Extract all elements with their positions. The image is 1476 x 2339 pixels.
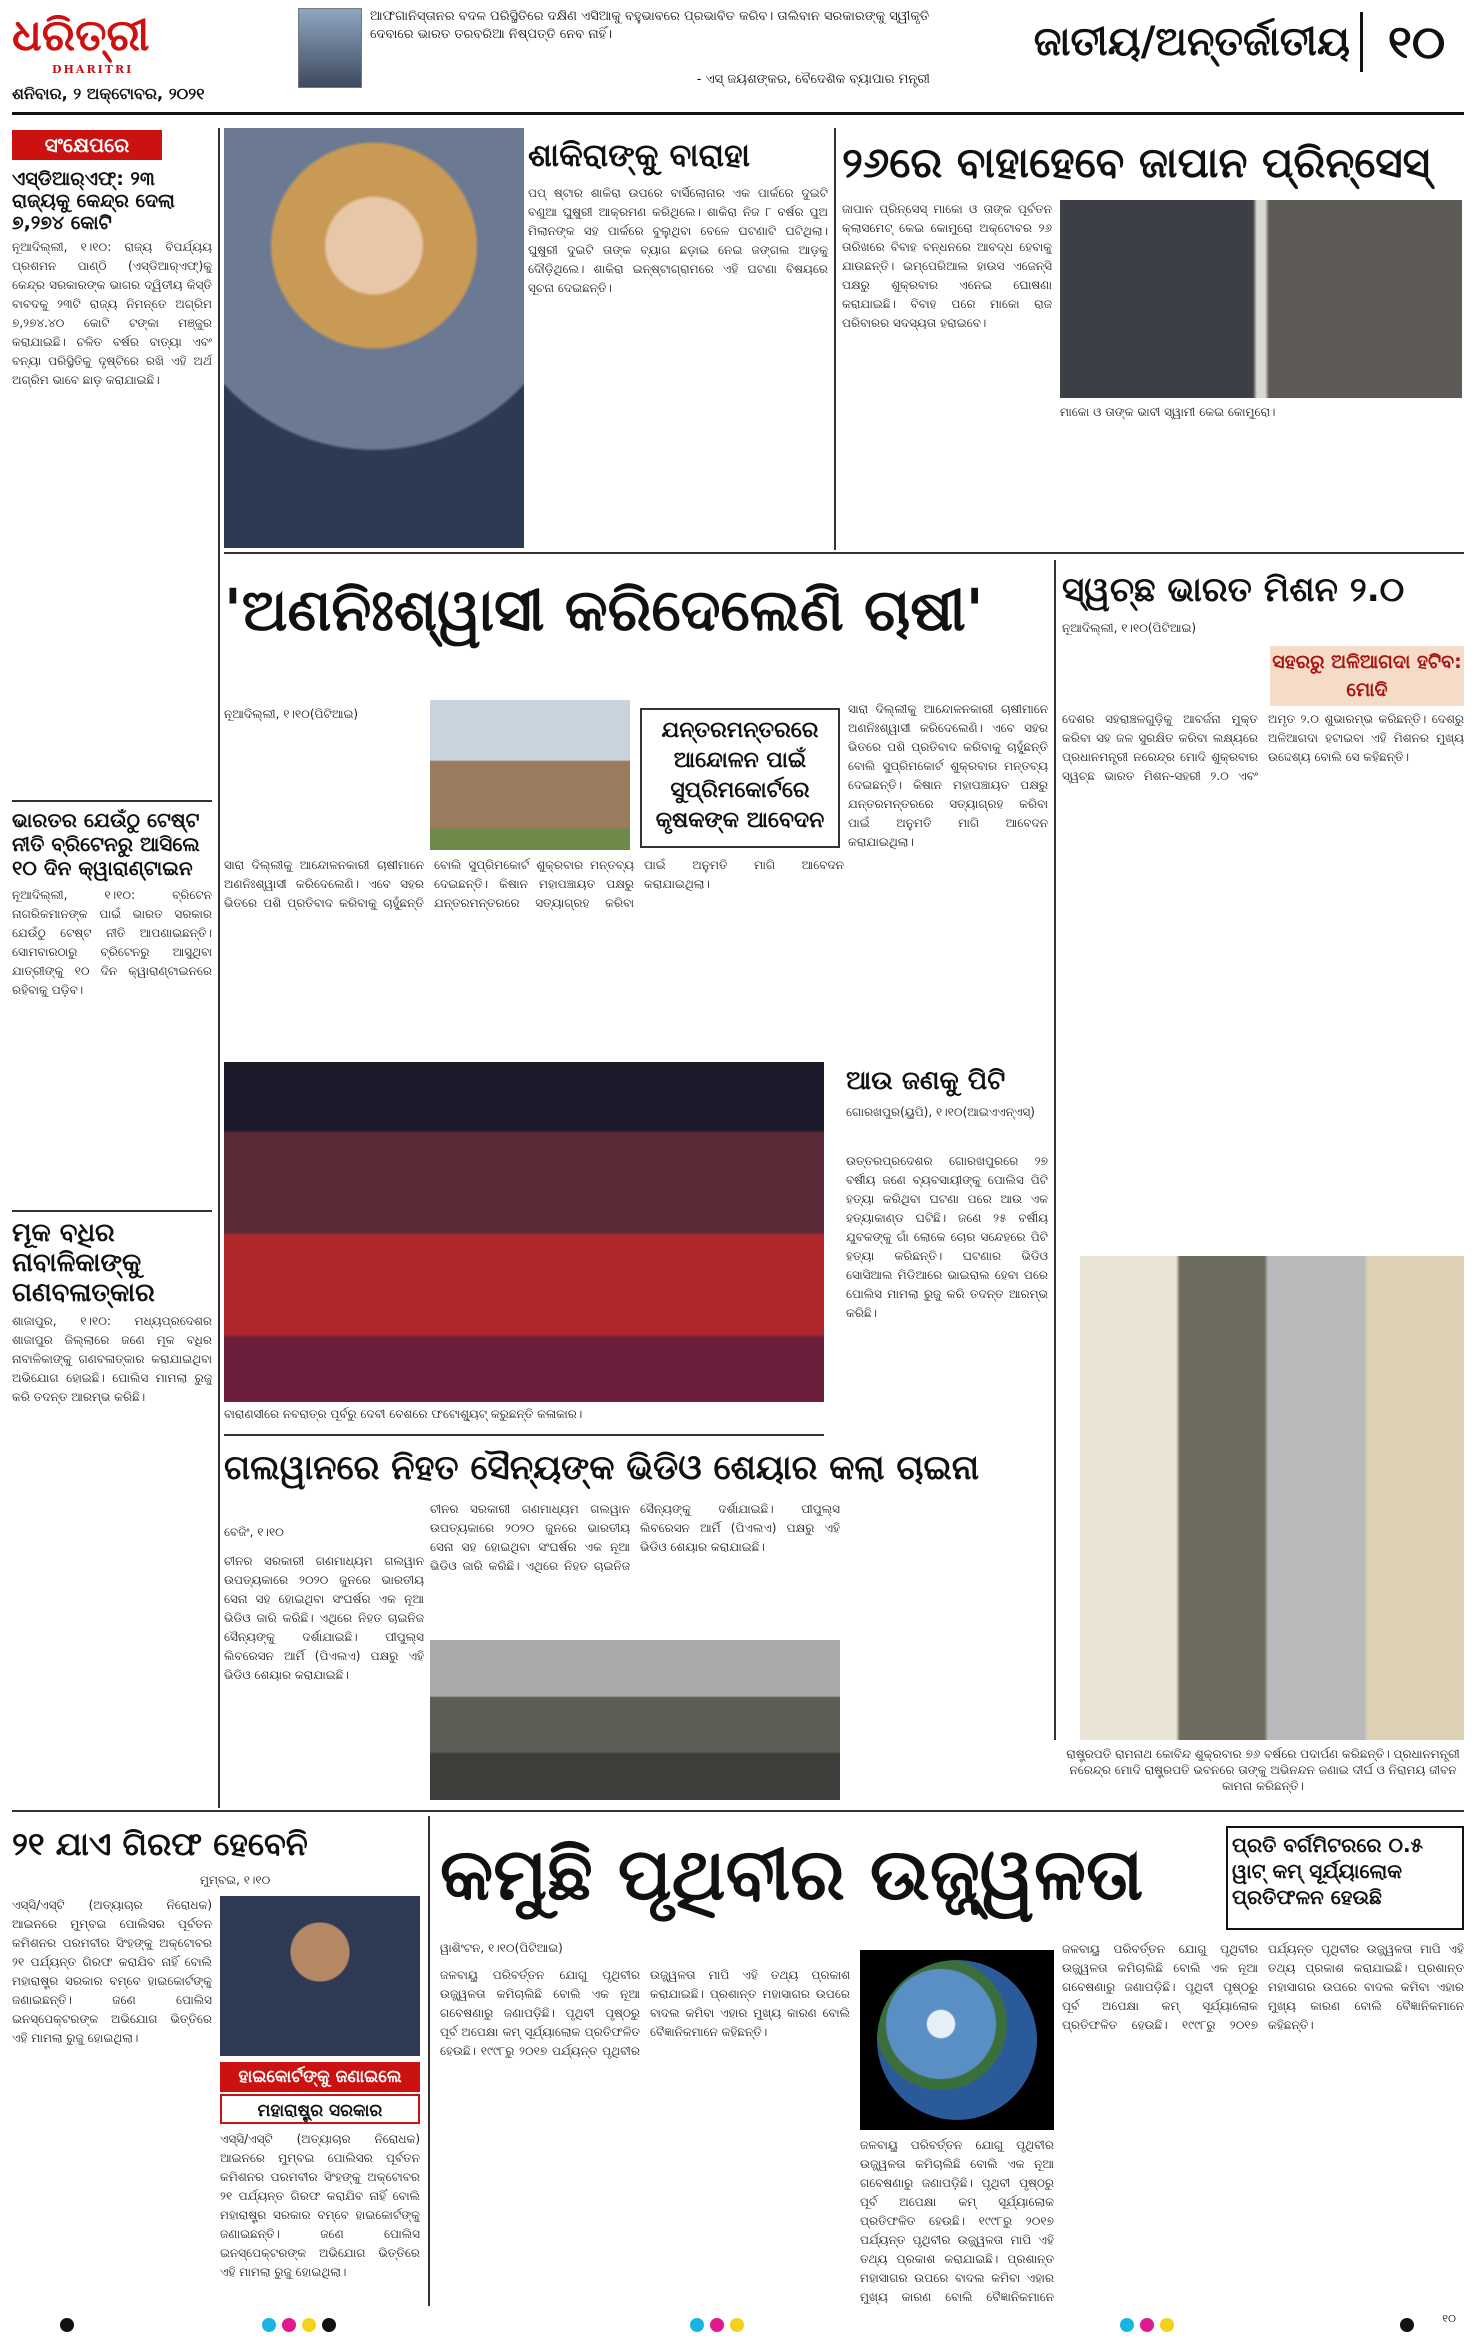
parambir-body: ଏସ୍‌ସି/ଏସ୍‌ଟି (ଅତ୍ୟାଚାର ନିରୋଧକ) ଆଇନରେ ମୁମ୍ବଇ ପୋଲିସର ପୂର୍ବତନ କମିଶନର ପରମବୀର ସିଂହଙ୍କୁ ଅକ୍ଟୋବର ୨୧ ପର୍ଯ୍ୟନ୍ତ ଗିରଫ କରାଯିବ ନାହିଁ ବୋଲି ମହାରାଷ୍ଟ୍ର ସରକାର ବମ୍ବେ ହାଇକୋର୍ଟଙ୍କୁ ଜଣାଇଛନ୍ତି। ଜଣେ ପୋଲିସ ଇନସ୍ପେକ୍ଟରଙ୍କ ଅଭିଯୋଗ ଭିତ୍ତିରେ ଏହି ମାମଲା ରୁଜୁ ହୋଇଥିଲା। [12,1898,212,2045]
earth-headline: କମୁଛି ପୃଥିବୀର ଉଜ୍ଜ୍ୱଳତା [440,1832,1144,1916]
parambir-body-cont: ଏସ୍‌ସି/ଏସ୍‌ଟି (ଅତ୍ୟାଚାର ନିରୋଧକ) ଆଇନରେ ମୁମ୍ବଇ ପୋଲିସର ପୂର୍ବତନ କମିଶନର ପରମବୀର ସିଂହଙ୍କୁ ଅକ୍ଟୋବର ୨୧ ପର୍ଯ୍ୟନ୍ତ ଗିରଫ କରାଯିବ ନାହିଁ ବୋଲି ମହାରାଷ୍ଟ୍ର ସରକାର ବମ୍ବେ ହାଇକୋର୍ଟଙ୍କୁ ଜଣାଇଛନ୍ତି। ଜଣେ ପୋଲିସ ଇନସ୍ପେକ୍ଟରଙ୍କ ଅଭିଯୋଗ ଭିତ୍ତିରେ ଏହି ମାମଲା ରୁଜୁ ହୋଇଥିଲା। [220,2132,420,2279]
parambir-box-1: ହାଇକୋର୍ଟଙ୍କୁ ଜଣାଇଲେ [220,2062,420,2092]
supreme-court-photo [430,700,630,850]
galwan-headline: ଗଲୱାନରେ ନିହତ ସୈନ୍ୟଙ୍କ ଭିଡିଓ ଶେୟାର କଲା ଚାଇନା [224,1448,980,1488]
farmers-subhead: ଯନ୍ତରମନ୍ତରରେ ଆନ୍ଦୋଳନ ପାଇଁ ସୁପ୍ରିମକୋର୍ଟରେ କୃଷକଙ୍କ ଆବେଦନ [640,708,840,848]
column-rule [218,128,220,1808]
japan-photo [1060,200,1462,398]
top-rule [12,112,1464,115]
parambir-headline: ୨୧ ଯାଏ ଗିରଫ ହେବେନି [12,1825,308,1863]
galwan-body: ଚୀନର ସରକାରୀ ଗଣମାଧ୍ୟମ ଗଲୱାନ ଉପତ୍ୟକାରେ ୨୦୨୦ ଜୁନରେ ଭାରତୀୟ ସେନା ସହ ହୋଇଥିବା ସଂଘର୍ଷର ଏକ ନୂଆ ଭିଡିଓ ଜାରି କରିଛି। ଏଥିରେ ନିହତ ଚାଇନିଜ ସୈନ୍ୟଙ୍କୁ ଦର୍ଶାଯାଇଛି। ପୀପୁଲ୍ସ ଲିବରେସନ ଆର୍ମି (ପିଏଲଏ) ପକ୍ଷରୁ ଏହି ଭିଡିଓ ଶେୟାର କରାଯାଇଛି। [224,1554,424,1682]
murder-body: ଉତ୍ତରପ୍ରଦେଶର ଗୋରଖପୁରରେ ୨୭ ବର୍ଷୀୟ ଜଣେ ବ୍ୟବସାୟୀଙ୍କୁ ପୋଲିସ ପିଟି ହତ୍ୟା କରିଥିବା ଘଟଣା ପରେ ଆଉ ଏକ ହତ୍ୟାକାଣ୍ଡ ଘଟିଛି। ଜଣେ ୨୫ ବର୍ଷୀୟ ଯୁବକଙ୍କୁ ଗାଁ ଲୋକେ ଚୋର ସନ୍ଦେହରେ ପିଟି ହତ୍ୟା କରିଛନ୍ତି। ଘଟଣାର ଭିଡିଓ ସୋସିଆଲ ମିଡିଆରେ ଭାଇରାଲ ହେବା ପରେ ପୋଲିସ ମାମଲା ରୁଜୁ କରି ତଦନ୍ତ ଆରମ୍ଭ କରିଛି। [846,1154,1048,1320]
parambir-dateline: ମୁମ୍ବଇ, ୧।୧୦ [200,1873,271,1887]
farmers-dateline: ନୂଆଦିଲ୍ଲୀ, ୧।୧୦(ପିଟିଆଇ) [224,707,359,721]
farmers-body-cont: ସାରା ଦିଲ୍ଲୀକୁ ଆନ୍ଦୋଳନକାରୀ ଚାଷୀମାନେ ଅଣନିଃଶ୍ୱାସୀ କରିଦେଲେଣି। ଏବେ ସହର ଭିତରେ ପଶି ପ୍ରତିବାଦ କରିବାକୁ ଚାହୁଁଛନ୍ତି ବୋଲି ସୁପ୍ରିମକୋର୍ଟ ଶୁକ୍ରବାର ମନ୍ତବ୍ୟ ଦେଇଛନ୍ତି। କିଷାନ ମହାପଞ୍ଚାୟତ ପକ୍ଷରୁ ଯନ୍ତରମନ୍ତରରେ ସତ୍ୟାଗ୍ରହ କରିବା ପାଇଁ ଅନୁମତି ମାଗି ଆବେଦନ କରାଯାଇଥିଲା। [848,702,1048,849]
divider [12,1810,1464,1812]
reg-mark [262,2318,276,2332]
earth-globe-icon [877,1960,1037,2120]
reg-mark [730,2318,744,2332]
shakira-photo [224,128,524,548]
minister-photo [298,8,362,88]
footer-page-number: ୧୦ [1442,2312,1456,2325]
swachh-box: ସହରରୁ ଅଳିଆଗଦା ହଟିବ: ମୋଦି [1270,646,1464,706]
quote-text: ଆଫଗାନିସ୍ତାନର ବଦଳ ପରିସ୍ଥିତିରେ ଦକ୍ଷିଣ ଏସିଆକୁ ବହୁଭାବରେ ପ୍ରଭାବିତ କରିବ। ତାଲିବାନ ସରକାରଙ୍କୁ ସ୍ୱୀକୃତି ଦେବାରେ ଭାରତ ତରବରିଆ ନିଷ୍ପତ୍ତି ନେବ ନାହିଁ। [370,9,930,42]
section-title: ଜାତୀୟ/ଅନ୍ତର୍ଜାତୀୟ [1033,19,1350,65]
divider [12,1210,212,1212]
earth-box: ପ୍ରତି ବର୍ଗମିଟରରେ ୦.୫ ୱାଟ୍ କମ୍ ସୂର୍ଯ୍ୟାଲୋକ ପ୍ରତିଫଳନ ହେଉଛି [1226,1826,1464,1930]
page-number: ୧୦ [1360,12,1470,72]
japan-headline: ୨୬ରେ ବାହାହେବେ ଜାପାନ ପ୍ରିନ୍‌ସେସ୍ [842,138,1431,187]
reg-mark [60,2318,74,2332]
japan-caption: ମାକୋ ଓ ତାଙ୍କ ଭାବୀ ସ୍ୱାମୀ କେଇ କୋମୁରୋ। [1060,405,1276,419]
japan-body: ଜାପାନ ପ୍ରିନ୍‌ସେସ୍ ମାକୋ ଓ ତାଙ୍କ ପୂର୍ବତନ କ୍ଲାସମେଟ୍ କେଇ କୋମୁରୋ ଅକ୍ଟୋବର ୨୬ ତାରିଖରେ ବିବାହ ବନ୍ଧନରେ ଆବଦ୍ଧ ହେବାକୁ ଯାଉଛନ୍ତି। ଇମ୍ପେରିଆଲ ହାଉସ ଏଜେନ୍ସି ପକ୍ଷରୁ ଶୁକ୍ରବାର ଏନେଇ ଘୋଷଣା କରାଯାଇଛି। ବିବାହ ପରେ ମାକୋ ରାଜ ପରିବାରର ସଦସ୍ୟତା ହରାଇବେ। [842,202,1052,330]
brief-label: ସଂକ୍ଷେପରେ [12,130,162,160]
print-marks [0,2310,1476,2339]
reg-mark [710,2318,724,2332]
brief-headline-2: ଭାରତର ଯେଉଁଠୁ ଟେଷ୍ଟ ନୀତି ବ୍ରିଟେନରୁ ଆସିଲେ ୧୦ ଦିନ କ୍ୱାରାଣ୍ଟାଇନ [12,808,200,880]
reg-mark [1140,2318,1154,2332]
swachh-dateline: ନୂଆଦିଲ୍ଲୀ, ୧।୧୦(ପିଟିଆଇ) [1062,621,1197,635]
earth-body: ଜଳବାୟୁ ପରିବର୍ତ୍ତନ ଯୋଗୁ ପୃଥିବୀର ଉଜ୍ଜ୍ୱଳତା କମିଚାଲିଛି ବୋଲି ଏକ ନୂଆ ଗବେଷଣାରୁ ଜଣାପଡ଼ିଛି। ପୃଥିବୀ ପୃଷ୍ଠରୁ ପୂର୍ବ ଅପେକ୍ଷା କମ୍ ସୂର୍ଯ୍ୟାଲୋକ ପ୍ରତିଫଳିତ ହେଉଛି। ୧୯୯୮ରୁ ୨୦୧୭ ପର୍ଯ୍ୟନ୍ତ ପୃଥିବୀର ଉଜ୍ଜ୍ୱଳତା ମାପି ଏହି ତଥ୍ୟ ପ୍ରକାଶ କରାଯାଇଛି। ପ୍ରଶାନ୍ତ ମହାସାଗର ଉପରେ ବାଦଲ କମିବା ଏହାର ମୁଖ୍ୟ କାରଣ ବୋଲି ବୈଜ୍ଞାନିକମାନେ କହିଛନ୍ତି। [440,1968,850,2058]
reg-mark [282,2318,296,2332]
column-rule [1054,560,1056,1740]
issue-date: ଶନିବାର, ୨ ଅକ୍ଟୋବର, ୨୦୨୧ [12,84,205,103]
swachh-body: ଦେଶର ସହରାଞ୍ଚଳଗୁଡ଼ିକୁ ଆବର୍ଜନା ମୁକ୍ତ କରିବା ସହ ଜଳ ସୁରକ୍ଷିତ କରିବା ଲକ୍ଷ୍ୟରେ ପ୍ରଧାନମନ୍ତ୍ରୀ ନରେନ୍ଦ୍ର ମୋଦି ଶୁକ୍ରବାର ସ୍ୱଚ୍ଛ ଭାରତ ମିଶନ-ସହରୀ ୨.୦ ଏବଂ ଅମୃତ ୨.୦ ଶୁଭାରମ୍ଭ କରିଛନ୍ତି। ଦେଶରୁ ଅଳିଆଗଦା ହଟାଇବା ଏହି ମିଶନର ମୁଖ୍ୟ ଉଦ୍ଦେଶ୍ୟ ବୋଲି ସେ କହିଛନ୍ତି। [1062,712,1464,783]
column-rule [428,1816,430,2306]
murder-dateline: ଗୋରଖପୁର(ୟୁପି), ୧।୧୦(ଆଇଏଏନ୍‌ଏସ୍) [846,1105,1035,1119]
reg-mark [1160,2318,1174,2332]
earth-body-right: ଜଳବାୟୁ ପରିବର୍ତ୍ତନ ଯୋଗୁ ପୃଥିବୀର ଉଜ୍ଜ୍ୱଳତା କମିଚାଲିଛି ବୋଲି ଏକ ନୂଆ ଗବେଷଣାରୁ ଜଣାପଡ଼ିଛି। ପୃଥିବୀ ପୃଷ୍ଠରୁ ପୂର୍ବ ଅପେକ୍ଷା କମ୍ ସୂର୍ଯ୍ୟାଲୋକ ପ୍ରତିଫଳିତ ହେଉଛି। ୧୯୯୮ରୁ ୨୦୧୭ ପର୍ଯ୍ୟନ୍ତ ପୃଥିବୀର ଉଜ୍ଜ୍ୱଳତା ମାପି ଏହି ତଥ୍ୟ ପ୍ରକାଶ କରାଯାଇଛି। ପ୍ରଶାନ୍ତ ମହାସାଗର ଉପରେ ବାଦଲ କମିବା ଏହାର ମୁଖ୍ୟ କାରଣ ବୋଲି ବୈଜ୍ଞାନିକମାନେ କହିଛନ୍ତି। [1062,1942,1464,2032]
shakira-body: ପପ୍ ଷ୍ଟାର ଶାକିରା ଉପରେ ବାର୍ସିଲୋନାର ଏକ ପାର୍କରେ ଦୁଇଟି ବଣୁଆ ଘୁଷୁରୀ ଆକ୍ରମଣ କରିଥିଲେ। ଶାକିରା ନିଜ ୮ ବର୍ଷର ପୁଅ ମିଲାନଙ୍କ ସହ ପାର୍କରେ ବୁଲୁଥିବା ବେଳେ ଘଟଣାଟି ଘଟିଥିଲା। ଘୁଷୁରୀ ଦୁଇଟି ତାଙ୍କ ବ୍ୟାଗ ଛଡ଼ାଇ ନେଇ ଜଙ୍ଗଲ ଆଡ଼କୁ ଦୌଡ଼ିଥିଲେ। ଶାକିରା ଇନ୍‌ଷ୍ଟାଗ୍ରାମରେ ଏହି ଘଟଣା ବିଷୟରେ ସୂଚନା ଦେଇଛନ୍ତି। [528,186,828,295]
farmers-headline: 'ଅଣନିଃଶ୍ୱାସୀ କରିଦେଲେଣି ଚାଷୀ' [224,576,984,644]
brief-body-2: ନୂଆଦିଲ୍ଲୀ, ୧।୧୦: ବ୍ରିଟେନ ନାଗରିକମାନଙ୍କ ପାଇଁ ଭାରତ ସରକାର ଯେଉଁଠୁ ଟେଷ୍ଟ ନୀତି ଆପଣାଇଛନ୍ତି। ସୋମବାରଠାରୁ ବ୍ରିଟେନରୁ ଆସୁଥିବା ଯାତ୍ରୀଙ୍କୁ ୧୦ ଦିନ କ୍ୱାରାଣ୍ଟାଇନରେ ରହିବାକୁ ପଡ଼ିବ। [12,888,212,997]
earth-body-cont: ଜଳବାୟୁ ପରିବର୍ତ୍ତନ ଯୋଗୁ ପୃଥିବୀର ଉଜ୍ଜ୍ୱଳତା କମିଚାଲିଛି ବୋଲି ଏକ ନୂଆ ଗବେଷଣାରୁ ଜଣାପଡ଼ିଛି। ପୃଥିବୀ ପୃଷ୍ଠରୁ ପୂର୍ବ ଅପେକ୍ଷା କମ୍ ସୂର୍ଯ୍ୟାଲୋକ ପ୍ରତିଫଳିତ ହେଉଛି। ୧୯୯୮ରୁ ୨୦୧୭ ପର୍ଯ୍ୟନ୍ତ ପୃଥିବୀର ଉଜ୍ଜ୍ୱଳତା ମାପି ଏହି ତଥ୍ୟ ପ୍ରକାଶ କରାଯାଇଛି। ପ୍ରଶାନ୍ତ ମହାସାଗର ଉପରେ ବାଦଲ କମିବା ଏହାର ମୁଖ୍ୟ କାରଣ ବୋଲି ବୈଜ୍ଞାନିକମାନେ [860,2138,1054,2304]
divider [224,552,1464,554]
brief-body-3: ଶାଜାପୁର, ୧।୧୦: ମଧ୍ୟପ୍ରଦେଶର ଶାଜାପୁର ଜିଲ୍ଲାରେ ଜଣେ ମୂକ ବଧିର ନାବାଳିକାଙ୍କୁ ଗଣବଳାତ୍କାର କରାଯାଇଥିବା ଅଭିଯୋଗ ହୋଇଛି। ପୋଲିସ ମାମଲା ରୁଜୁ କରି ତଦନ୍ତ ଆରମ୍ଭ କରିଛି। [12,1314,212,1404]
brief-headline-3: ମୂକ ବଧିର ନାବାଳିକାଙ୍କୁ ଗଣବଳାତ୍କାର [12,1218,155,1308]
farmers-body: ସାରା ଦିଲ୍ଲୀକୁ ଆନ୍ଦୋଳନକାରୀ ଚାଷୀମାନେ ଅଣନିଃଶ୍ୱାସୀ କରିଦେଲେଣି। ଏବେ ସହର ଭିତରେ ପଶି ପ୍ରତିବାଦ କରିବାକୁ ଚାହୁଁଛନ୍ତି ବୋଲି ସୁପ୍ରିମକୋର୍ଟ ଶୁକ୍ରବାର ମନ୍ତବ୍ୟ ଦେଇଛନ୍ତି। କିଷାନ ମହାପଞ୍ଚାୟତ ପକ୍ଷରୁ ଯନ୍ତରମନ୍ତରରେ ସତ୍ୟାଗ୍ରହ କରିବା ପାଇଁ ଅନୁମତି ମାଗି ଆବେଦନ କରାଯାଇଥିଲା। [224,858,844,910]
divider [224,1434,824,1436]
president-modi-photo [1080,1256,1464,1740]
reg-mark [1120,2318,1134,2332]
earth-photo-bg [860,1950,1054,2130]
president-caption: ରାଷ୍ଟ୍ରପତି ରାମନାଥ କୋବିନ୍ଦ ଶୁକ୍ରବାର ୭୬ ବର୍ଷରେ ପଦାର୍ପଣ କରିଛନ୍ତି। ପ୍ରଧାନମନ୍ତ୍ରୀ ନରେନ୍ଦ୍ର ମୋଦି ରାଷ୍ଟ୍ରପତି ଭବନରେ ତାଙ୍କୁ ଅଭିନନ୍ଦନ ଜଣାଇ ଦୀର୍ଘ ଓ ନିରାମୟ ଜୀବନ କାମନା କରିଛନ୍ତି। [1066,1747,1460,1793]
parambir-box-2: ମହାରାଷ୍ଟ୍ର ସରକାର [220,2094,420,2124]
reg-mark [690,2318,704,2332]
parambir-photo [220,1896,420,2056]
durga-artists-photo [224,1062,824,1402]
earth-dateline: ୱାଶିଂଟନ, ୧।୧୦(ପିଟିଆଇ) [440,1941,563,1955]
reg-mark [1400,2318,1414,2332]
column-rule [834,128,836,550]
brief-headline-1: ଏସ୍‌ଡିଆର୍‌ଏଫ୍: ୨୩ ରାଜ୍ୟକୁ କେନ୍ଦ୍ର ଦେଲା ୭,୨୭୪ କୋଟି [12,168,175,234]
murder-headline: ଆଉ ଜଣକୁ ପିଟି [846,1066,1006,1096]
shakira-headline: ଶାକିରାଙ୍କୁ ବାରାହା [528,136,750,174]
quote-source: - ଏସ୍ ଜୟଶଙ୍କର, ବୈଦେଶିକ ବ୍ୟାପାର ମନ୍ତ୍ରୀ [696,72,930,87]
galwan-dateline: ବେଜିଂ, ୧।୧୦ [224,1525,284,1539]
swachh-headline: ସ୍ୱଚ୍ଛ ଭାରତ ମିଶନ ୨.୦ [1062,570,1405,610]
masthead-logo: ଧରିତ୍ରୀ DHARITRI [12,10,150,76]
divider [12,800,212,802]
reg-mark [302,2318,316,2332]
durga-caption: ବାରାଣସୀରେ ନବରାତ୍ର ପୂର୍ବରୁ ଦେବୀ ବେଶରେ ଫଟୋଶ୍ୟୁଟ୍ କରୁଛନ୍ତି କଳାକାର। [224,1407,583,1421]
galwan-photo [430,1640,840,1800]
brief-body-1: ନୂଆଦିଲ୍ଲୀ, ୧।୧୦: ରାଜ୍ୟ ବିପର୍ଯ୍ୟୟ ପ୍ରଶମନ ପାଣ୍ଠି (ଏସ୍‌ଡିଆର୍‌ଏଫ୍)କୁ କେନ୍ଦ୍ର ସରକାରଙ୍କ ଭାଗର ଦ୍ୱିତୀୟ କିସ୍ତି ବାବଦକୁ ୨୩ଟି ରାଜ୍ୟ ନିମନ୍ତେ ଅଗ୍ରିମ ୭,୨୭୪.୪୦ କୋଟି ଟଙ୍କା ମଞ୍ଜୁର କରାଯାଇଛି। ଚଳିତ ବର୍ଷର ବାତ୍ୟା ଏବଂ ବନ୍ୟା ପରିସ୍ଥିତିକୁ ଦୃଷ୍ଟିରେ ରଖି ଏହି ଅର୍ଥ ଅଗ୍ରିମ ଭାବେ ଛାଡ଼ କରାଯାଇଛି। [12,240,212,387]
galwan-body-cont: ଚୀନର ସରକାରୀ ଗଣମାଧ୍ୟମ ଗଲୱାନ ଉପତ୍ୟକାରେ ୨୦୨୦ ଜୁନରେ ଭାରତୀୟ ସେନା ସହ ହୋଇଥିବା ସଂଘର୍ଷର ଏକ ନୂଆ ଭିଡିଓ ଜାରି କରିଛି। ଏଥିରେ ନିହତ ଚାଇନିଜ ସୈନ୍ୟଙ୍କୁ ଦର୍ଶାଯାଇଛି। ପୀପୁଲ୍ସ ଲିବରେସନ ଆର୍ମି (ପିଏଲଏ) ପକ୍ଷରୁ ଏହି ଭିଡିଓ ଶେୟାର କରାଯାଇଛି। [430,1502,840,1573]
reg-mark [322,2318,336,2332]
